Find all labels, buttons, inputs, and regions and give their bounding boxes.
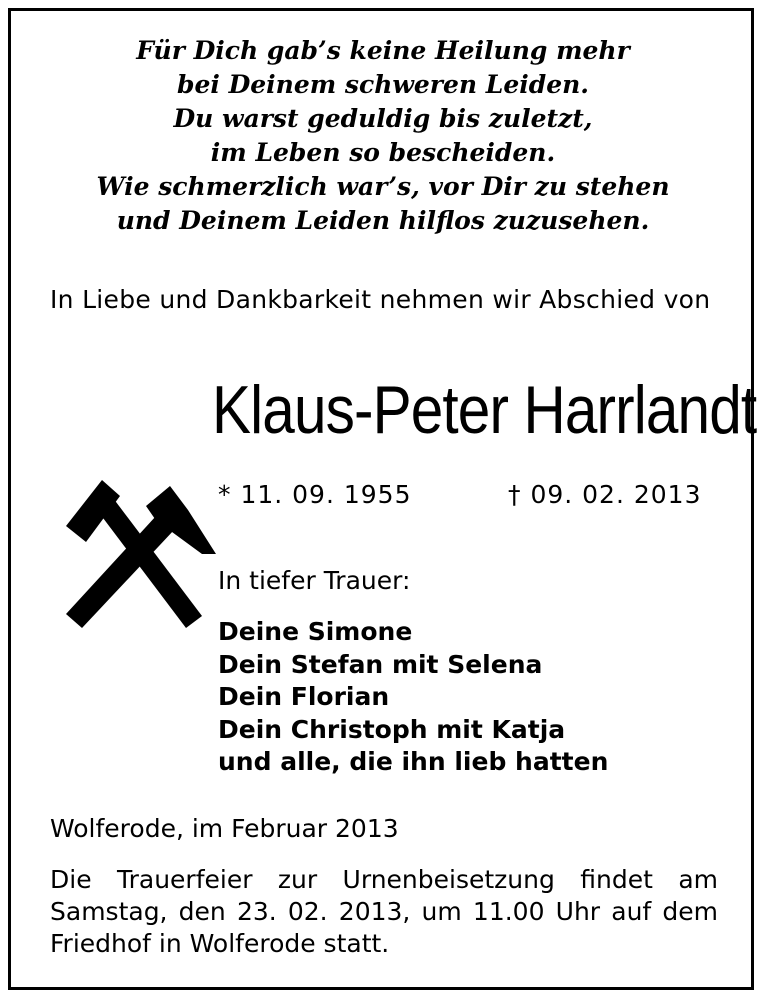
death-date: † 09. 02. 2013 <box>508 480 702 509</box>
mourners-list <box>218 616 608 779</box>
poem-line: bei Deinem schweren Leiden. <box>176 70 589 99</box>
mourner: Deine Simone <box>218 617 413 646</box>
poem-line: Du warst geduldig bis zuletzt, <box>173 104 593 133</box>
place-and-date: Wolferode, im Februar 2013 <box>50 814 399 843</box>
memorial-poem <box>30 34 736 238</box>
poem-line: und Deinem Leiden hilflos zuzusehen. <box>116 206 650 235</box>
poem-line: im Leben so bescheiden. <box>210 138 556 167</box>
mourner: und alle, die ihn lieb hatten <box>218 747 609 776</box>
ceremony-info: Die Trauerfeier zur Urnenbeisetzung findet am Samstag, den 23. 02. 2013, um 11.00 Uhr auf dem Friedhof in Wolferode statt. <box>50 865 718 958</box>
poem-line: Für Dich gab’s keine Heilung mehr <box>136 36 630 65</box>
mourner: Dein Christoph mit Katja <box>218 714 566 744</box>
deceased-name: Klaus-Peter Harrlandt <box>212 372 757 448</box>
mourning-label: In tiefer Trauer: <box>218 566 411 595</box>
hammer-and-pick-icon <box>52 480 218 632</box>
poem-line: Wie schmerzlich war’s, vor Dir zu stehen <box>96 172 670 201</box>
birth-date: * 11. 09. 1955 <box>218 480 412 509</box>
mourner: Dein Stefan mit Selena <box>218 649 543 679</box>
farewell-intro: In Liebe und Dankbarkeit nehmen wir Abschied von <box>50 285 711 314</box>
mourner: Dein Florian <box>218 682 390 711</box>
